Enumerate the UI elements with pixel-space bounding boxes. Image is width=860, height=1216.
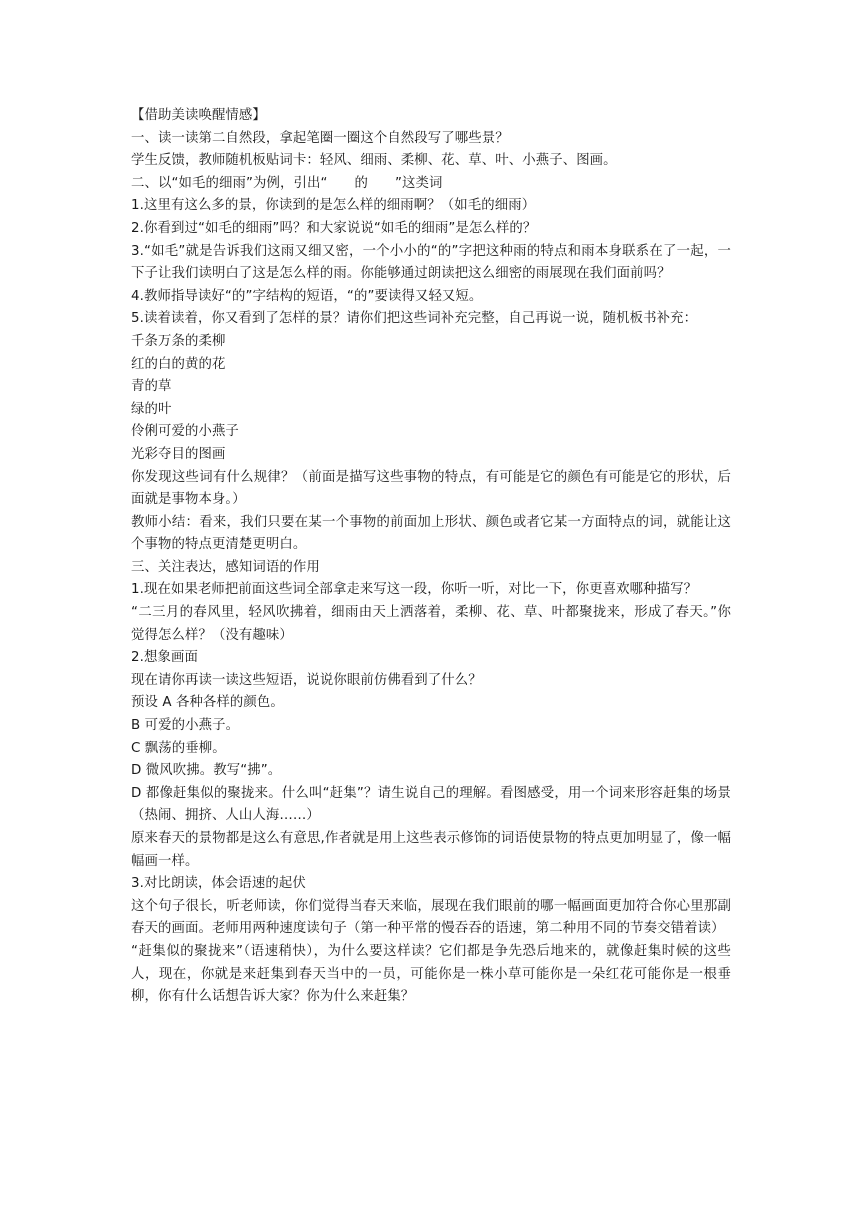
paragraph: D 微风吹拂。教写“拂”。 xyxy=(131,763,282,779)
paragraph: 3.“如毛”就是告诉我们这雨又细又密，一个小小的“的”字把这种雨的特点和雨本身联系在了一起，一下子让我们读明白了这是怎么样的雨。你能够通过朗读把这么细密的雨展现在我们面前吗？ xyxy=(131,243,731,282)
paragraph: 一、读一读第二自然段，拿起笔圈一圈这个自然段写了哪些景？ xyxy=(131,130,509,146)
paragraph: 光彩夺目的图画 xyxy=(131,446,226,462)
paragraph: 现在请你再读一读这些短语，说说你眼前仿佛看到了什么？ xyxy=(131,672,482,688)
paragraph: 3.对比朗读，体会语速的起伏 xyxy=(131,876,306,892)
paragraph: 1.现在如果老师把前面这些词全部拿走来写这一段，你听一听，对比一下，你更喜欢哪种描写？ xyxy=(131,582,698,598)
paragraph: 青的草 xyxy=(131,379,172,395)
paragraph: 2.想象画面 xyxy=(131,650,198,666)
paragraph: C 飘荡的垂柳。 xyxy=(131,740,226,756)
paragraph: 二、以“如毛的细雨”为例，引出“ 的 ”这类词 xyxy=(131,175,443,191)
paragraph: 教师小结：看来，我们只要在某一个事物的前面加上形状、颜色或者它某一方面特点的词，就能让这个事物的特点更清楚更明白。 xyxy=(131,514,731,553)
paragraph: 原来春天的景物都是这么有意思,作者就是用上这些表示修饰的词语使景物的特点更加明显了，像一幅幅画一样。 xyxy=(131,831,731,869)
paragraph: 【借助美读唤醒情感】 xyxy=(131,108,266,123)
paragraph: B 可爱的小燕子。 xyxy=(131,718,240,734)
paragraph: 1.这里有这么多的景，你读到的是怎么样的细雨啊？（如毛的细雨） xyxy=(131,198,536,214)
paragraph: “二三月的春风里，轻风吹拂着，细雨由天上洒落着，柔柳、花、草、叶都聚拢来，形成了春天。”你觉得怎么样？（没有趣味） xyxy=(131,605,731,643)
paragraph: 这个句子很长，听老师读，你们觉得当春天来临，展现在我们眼前的哪一幅画面更加符合你心里那副春天的画面。老师用两种速度读句子（第一种平常的慢吞吞的语速，第二种用不同的节奏交错着读） xyxy=(131,898,731,937)
paragraph: 千条万条的柔柳 xyxy=(131,333,226,349)
paragraph: “赶集似的聚拢来”（语速稍快），为什么要这样读？它们都是争先恐后地来的，就像赶集时候的这些人，现在，你就是来赶集到春天当中的一员，可能你是一株小草可能你是一朵红花可能你是一根垂柳，你有什么话想告诉大家？你为什么来赶集？ xyxy=(131,943,731,1005)
paragraph: 预设 A 各种各样的颜色。 xyxy=(131,695,284,711)
paragraph: 三、关注表达，感知词语的作用 xyxy=(131,559,320,575)
paragraph: 绿的叶 xyxy=(131,401,172,417)
paragraph: D 都像赶集似的聚拢来。什么叫“赶集”？请生说自己的理解。看图感受，用一个词来形容赶集的场景（热闹、拥挤、人山人海……） xyxy=(131,785,731,824)
paragraph: 红的白的黄的花 xyxy=(131,356,226,372)
document-page xyxy=(131,105,731,1009)
paragraph: 你发现这些词有什么规律？（前面是描写这些事物的特点，有可能是它的颜色有可能是它的形状，后面就是事物本身。） xyxy=(131,469,731,508)
paragraph: 5.读着读着，你又看到了怎样的景？请你们把这些词补充完整，自己再说一说，随机板书补充： xyxy=(131,311,698,327)
paragraph: 伶俐可爱的小燕子 xyxy=(131,424,239,440)
paragraph: 4.教师指导读好“的”字结构的短语，“的”要读得又轻又短。 xyxy=(131,288,483,304)
paragraph: 2.你看到过“如毛的细雨”吗？和大家说说“如毛的细雨”是怎么样的？ xyxy=(131,220,537,236)
paragraph: 学生反馈，教师随机板贴词卡：轻风、细雨、柔柳、花、草、叶、小燕子、图画。 xyxy=(131,153,617,169)
